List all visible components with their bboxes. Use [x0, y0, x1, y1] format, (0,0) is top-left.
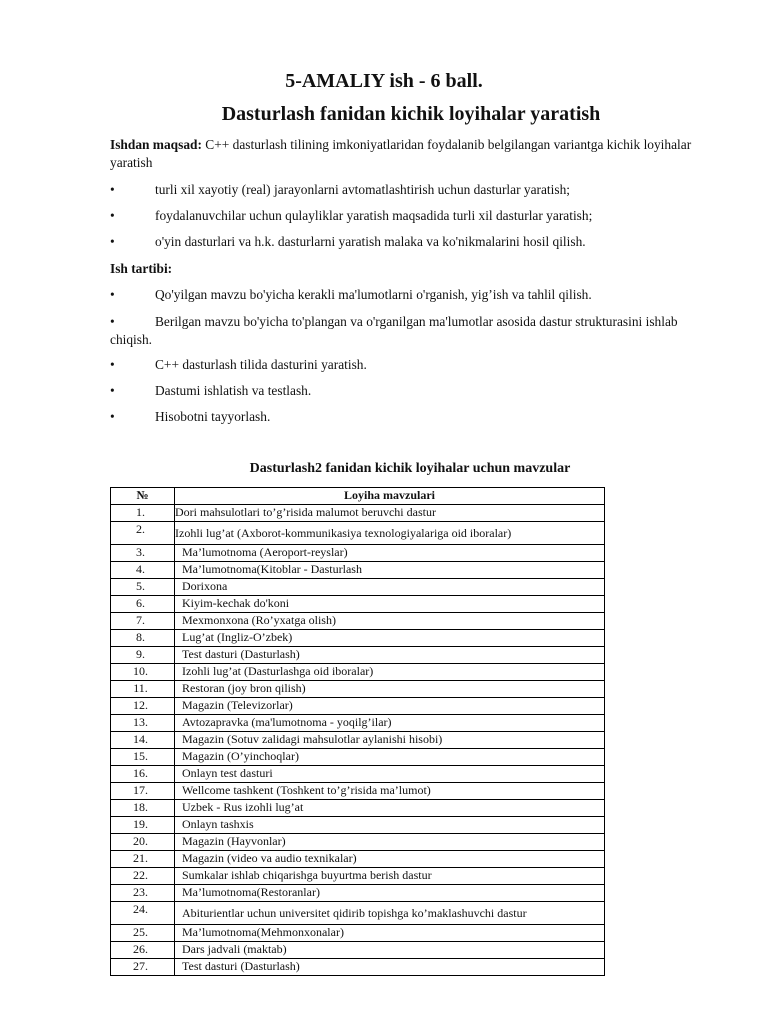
table-row — [111, 545, 605, 562]
row-number: 9. — [111, 647, 175, 664]
row-topic: Ma’lumotnoma(Restoranlar) — [175, 885, 605, 902]
table-row — [111, 505, 605, 522]
goal-bullet-text: foydalanuvchilar uchun qulayliklar yaratish maqsadida turli xil dasturlar yaratish; — [155, 208, 593, 223]
row-topic: Izohli lug’at (Dasturlashga oid iboralar) — [175, 664, 605, 681]
table-row — [111, 868, 605, 885]
table-row — [111, 681, 605, 698]
row-topic: Ma’lumotnoma(Kitoblar - Dasturlash — [175, 562, 605, 579]
row-topic: Magazin (Televizorlar) — [175, 698, 605, 715]
row-number: 4. — [111, 562, 175, 579]
table-row — [111, 630, 605, 647]
table-row — [111, 851, 605, 868]
procedure-heading: Ish tartibi: — [110, 261, 173, 276]
table-row — [111, 596, 605, 613]
procedure-bullet-text: Berilgan mavzu bo'yicha to'plangan va o'rganilgan ma'lumotlar asosida dastur strukturasini ishlab chiqish. — [110, 314, 678, 347]
row-topic: Onlayn test dasturi — [175, 766, 605, 783]
table-row — [111, 698, 605, 715]
goal-bullet-text: o'yin dasturlari va h.k. dasturlarni yaratish malaka va ko'nikmalarini hosil qilish. — [155, 234, 586, 249]
assignment-subtitle: Dasturlash fanidan kichik loyihalar yaratish — [221, 103, 601, 125]
goal-text: C++ dasturlash tilining imkoniyatlaridan foydalanib belgilangan variantga kichik loyihalar yaratish — [110, 137, 692, 170]
row-number: 12. — [111, 698, 175, 715]
table-row — [111, 715, 605, 732]
table-row — [111, 579, 605, 596]
row-topic: Dorixona — [175, 579, 605, 596]
row-number: 27. — [111, 959, 175, 976]
row-topic: Kiyim-kechak do'koni — [175, 596, 605, 613]
row-number: 6. — [111, 596, 175, 613]
bullet-icon: • — [110, 287, 115, 302]
row-topic: Dori mahsulotlari to’g’risida malumot beruvchi dastur — [175, 505, 605, 522]
number-column-header: № — [111, 488, 175, 505]
goal-label: Ishdan maqsad: — [110, 137, 202, 152]
table-row — [111, 817, 605, 834]
row-number: 20. — [111, 834, 175, 851]
row-number: 24. — [111, 902, 175, 925]
table-row — [111, 664, 605, 681]
row-topic: Onlayn tashxis — [175, 817, 605, 834]
bullet-icon: • — [110, 314, 115, 329]
row-topic: Sumkalar ishlab chiqarishga buyurtma berish dastur — [175, 868, 605, 885]
procedure-bullet-text: Qo'yilgan mavzu bo'yicha kerakli ma'lumotlarni o'rganish, yig’ish va tahlil qilish. — [155, 287, 592, 302]
row-number: 22. — [111, 868, 175, 885]
goal-bullet-text: turli xil xayotiy (real) jarayonlarni avtomatlashtirish uchun dasturlar yaratish; — [155, 182, 570, 197]
row-topic: Test dasturi (Dasturlash) — [175, 647, 605, 664]
row-number: 14. — [111, 732, 175, 749]
row-number: 25. — [111, 925, 175, 942]
row-topic: Dars jadvali (maktab) — [175, 942, 605, 959]
row-number: 8. — [111, 630, 175, 647]
table-row — [111, 647, 605, 664]
topics-table — [110, 487, 605, 976]
assignment-title: 5-AMALIY ish - 6 ball. — [285, 70, 483, 92]
row-topic: Izohli lug’at (Axborot-kommunikasiya texnologiyalariga oid iboralar) — [175, 522, 605, 545]
row-number: 17. — [111, 783, 175, 800]
row-topic: Lug’at (Ingliz-O’zbek) — [175, 630, 605, 647]
row-number: 11. — [111, 681, 175, 698]
row-topic: Test dasturi (Dasturlash) — [175, 959, 605, 976]
table-row — [111, 925, 605, 942]
table-row — [111, 800, 605, 817]
table-row — [111, 885, 605, 902]
row-topic: Uzbek - Rus izohli lug’at — [175, 800, 605, 817]
table-row — [111, 522, 605, 545]
bullet-icon: • — [110, 208, 115, 223]
row-topic: Ma’lumotnoma (Aeroport-reyslar) — [175, 545, 605, 562]
table-row — [111, 732, 605, 749]
row-number: 18. — [111, 800, 175, 817]
bullet-icon: • — [110, 234, 115, 249]
table-row — [111, 902, 605, 925]
row-topic: Wellcome tashkent (Toshkent to’g’risida ma’lumot) — [175, 783, 605, 800]
procedure-bullet — [110, 313, 718, 349]
row-topic: Magazin (Sotuv zalidagi mahsulotlar aylanishi hisobi) — [175, 732, 605, 749]
row-number: 1. — [111, 505, 175, 522]
procedure-bullet-text: Dastumi ishlatish va testlash. — [155, 383, 312, 398]
row-topic: Abiturientlar uchun universitet qidirib topishga ko’maklashuvchi dastur — [175, 902, 605, 925]
bullet-icon: • — [110, 383, 115, 398]
row-topic: Mexmonxona (Ro’yxatga olish) — [175, 613, 605, 630]
table-row — [111, 613, 605, 630]
row-number: 13. — [111, 715, 175, 732]
table-row — [111, 783, 605, 800]
row-topic: Restoran (joy bron qilish) — [175, 681, 605, 698]
bullet-icon: • — [110, 357, 115, 372]
bullet-icon: • — [110, 182, 115, 197]
procedure-bullet-text: C++ dasturlash tilida dasturini yaratish. — [155, 357, 367, 372]
table-row — [111, 766, 605, 783]
row-number: 26. — [111, 942, 175, 959]
row-number: 21. — [111, 851, 175, 868]
row-number: 7. — [111, 613, 175, 630]
table-row — [111, 749, 605, 766]
table-title: Dasturlash2 fanidan kichik loyihalar uchun mavzular — [249, 461, 571, 476]
row-topic: Magazin (O’yinchoqlar) — [175, 749, 605, 766]
row-number: 15. — [111, 749, 175, 766]
topics-table-body — [111, 505, 605, 976]
row-topic: Magazin (Hayvonlar) — [175, 834, 605, 851]
table-row — [111, 942, 605, 959]
table-header-row — [111, 488, 605, 505]
row-number: 16. — [111, 766, 175, 783]
table-row — [111, 959, 605, 976]
procedure-bullet-text: Hisobotni tayyorlash. — [155, 409, 271, 424]
row-number: 5. — [111, 579, 175, 596]
bullet-icon: • — [110, 409, 115, 424]
row-number: 23. — [111, 885, 175, 902]
row-number: 19. — [111, 817, 175, 834]
row-topic: Ma’lumotnoma(Mehmonxonalar) — [175, 925, 605, 942]
table-row — [111, 562, 605, 579]
row-number: 3. — [111, 545, 175, 562]
goal-paragraph — [110, 136, 710, 172]
row-number: 10. — [111, 664, 175, 681]
topic-column-header: Loyiha mavzulari — [175, 488, 605, 505]
row-topic: Magazin (video va audio texnikalar) — [175, 851, 605, 868]
table-row — [111, 834, 605, 851]
row-number: 2. — [111, 522, 175, 545]
row-topic: Avtozapravka (ma'lumotnoma - yoqilg’ilar) — [175, 715, 605, 732]
